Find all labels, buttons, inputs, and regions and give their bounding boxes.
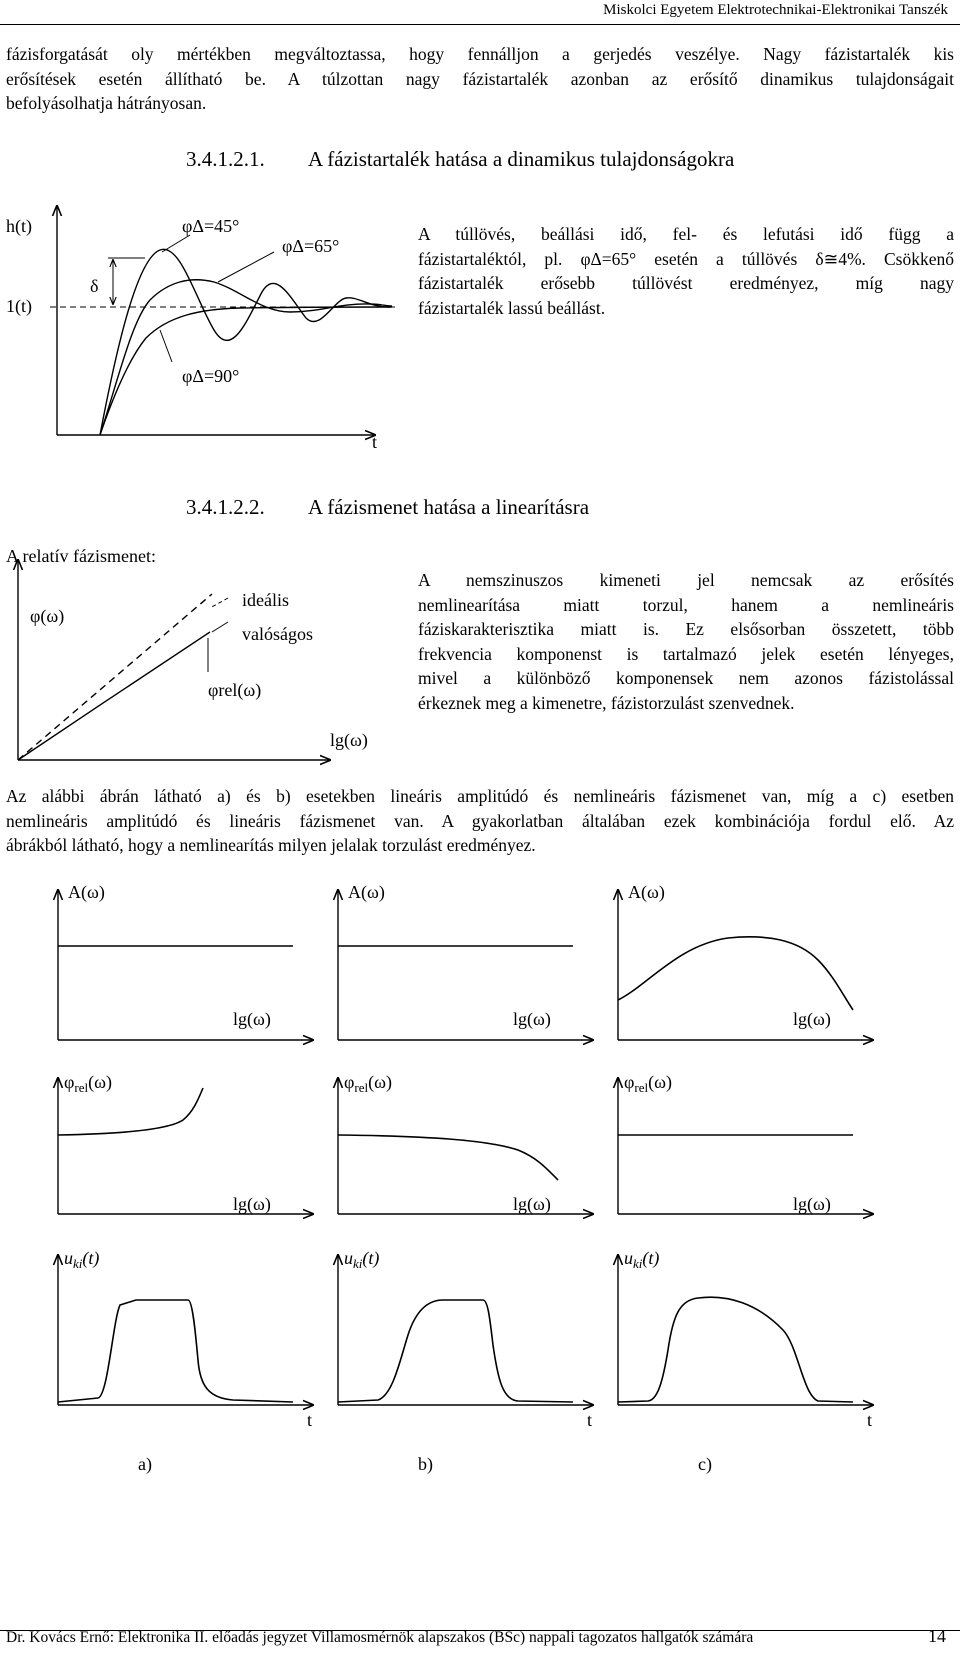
freq-label: lg(ω): [793, 1009, 831, 1029]
step-x-label: t: [372, 432, 378, 452]
phase-label: $\varphi_{rel}(\omega)$: [64, 1072, 112, 1095]
time-label: t: [867, 1410, 873, 1430]
phase-label: $\varphi_{rel}(\omega)$: [344, 1072, 392, 1095]
section2-line: frekvencia komponenst is tartalmazó jelek esetén lényeges,: [418, 643, 954, 664]
paragraph2-line: Az alábbi ábrán látható a) és b) esetekben lineáris amplitúdó és nemlineáris fázismenet van, míg a c) esetben: [6, 786, 954, 806]
section1-line: fázistartalék lassú beállást.: [418, 297, 606, 318]
section1-line: fázistartaléktól, pl. φΔ=65° esetén a túllövés δ≅4%. Csökkenő: [418, 248, 954, 269]
section1-line: fázistartalék erősebb túllövést eredményez, míg nagy: [418, 273, 954, 294]
time-label: t: [587, 1410, 593, 1430]
freq-label: lg(ω): [793, 1194, 831, 1214]
paragraph2-line: nemlineáris amplitúdó és lineáris fázismenet van. A gyakorlatban általában ezek kombinációja fordul elő. Az: [6, 810, 954, 831]
section1-number: 3.4.1.2.1.: [186, 147, 265, 171]
section2-line: nemlinearítása miatt torzul, hanem a nemlineáris: [418, 594, 954, 615]
output-label: $u_{ki}(t)$: [344, 1248, 380, 1271]
section2-line: fáziskarakterisztika miatt is. Ez elsősorban összetett, több: [418, 619, 954, 640]
freq-label: lg(ω): [513, 1194, 551, 1214]
freq-label: lg(ω): [233, 1009, 271, 1029]
output-label: $u_{ki}(t)$: [624, 1248, 660, 1271]
paragraph2-line: ábrákból látható, hogy a nemlinearítás milyen jelalak torzulást eredményez.: [6, 835, 536, 856]
time-label: t: [307, 1410, 313, 1430]
output-waveform: [618, 1297, 853, 1402]
output-waveform: [58, 1300, 293, 1402]
step-y-label: h(t): [6, 216, 32, 236]
delta-label: δ: [90, 276, 99, 296]
intro-line: befolyásolhatja hátrányosan.: [6, 93, 207, 114]
pointer-real: [212, 622, 228, 632]
comparison-grid: [58, 882, 873, 1475]
section1-line: A túllövés, beállási idő, fel- és lefutási idő függ a: [418, 224, 954, 244]
real-curve: [18, 632, 210, 760]
phase-curve: [338, 1135, 558, 1180]
phi-rel-label: φrel(ω): [208, 680, 262, 700]
curve-65-label: φΔ=65°: [282, 236, 340, 256]
section2-line: érkeznek meg a kimenetre, fázistorzulást szenvednek.: [418, 692, 795, 713]
curve-phi-90: [100, 307, 390, 435]
phase-curve: [58, 1088, 203, 1135]
section2-line: A nemszinuszos kimeneti jel nemcsak az erősítés: [418, 570, 954, 590]
section2-line: mivel a különböző komponensek nem azonos fázistolással: [418, 668, 954, 689]
intro-line: fázisforgatását oly mértékben megváltoztassa, hogy fennálljon a gerjedés veszélye. Nagy fázistartalék kis: [6, 44, 954, 64]
pointer-45: [162, 235, 190, 252]
column-label: b): [418, 1454, 433, 1474]
column-label: c): [698, 1454, 712, 1474]
pointer-ideal: [210, 598, 228, 608]
output-label: $u_{ki}(t)$: [64, 1248, 100, 1271]
intro-line: erősítések esetén állítható be. A túlzottan nagy fázistartalék azonban az erősítő dinamikus tulajdonságait: [6, 68, 954, 89]
ideal-label: ideális: [242, 590, 289, 610]
pointer-65: [218, 252, 274, 282]
curve-phi-45: [100, 249, 392, 435]
section2-number: 3.4.1.2.2.: [186, 495, 265, 519]
phase-label: $\varphi_{rel}(\omega)$: [624, 1072, 672, 1095]
footer-text: Dr. Kovács Ernő: Elektronika II. előadás jegyzet Villamosmérnök alapszakos (BSc) nappali tagozatos hallgatók számára: [6, 1629, 754, 1646]
freq-label: lg(ω): [513, 1009, 551, 1029]
section1-title: A fázistartalék hatása a dinamikus tulajdonságokra: [308, 147, 735, 171]
amplitude-label: A(ω): [348, 882, 385, 902]
section2-title: A fázismenet hatása a linearításra: [308, 495, 590, 519]
section2-caption: A relatív fázismenet:: [6, 546, 156, 566]
phase-x-label: lg(ω): [330, 730, 368, 750]
step-level-label: 1(t): [6, 296, 32, 316]
pointer-90: [160, 330, 172, 362]
amplitude-label: A(ω): [628, 882, 665, 902]
page-number: 14: [928, 1626, 946, 1646]
curve-45-label: φΔ=45°: [182, 216, 240, 236]
freq-label: lg(ω): [233, 1194, 271, 1214]
phase-y-label: φ(ω): [30, 606, 65, 626]
amplitude-label: A(ω): [68, 882, 105, 902]
curve-phi-65: [100, 280, 392, 435]
output-waveform: [338, 1300, 573, 1402]
step-response-figure: [50, 206, 395, 435]
real-label: valóságos: [242, 624, 313, 644]
page-header-title: Miskolci Egyetem Elektrotechnikai-Elektronikai Tanszék: [603, 2, 948, 18]
curve-90-label: φΔ=90°: [182, 366, 240, 386]
column-label: a): [138, 1454, 152, 1474]
amplitude-curve: [618, 937, 853, 1010]
